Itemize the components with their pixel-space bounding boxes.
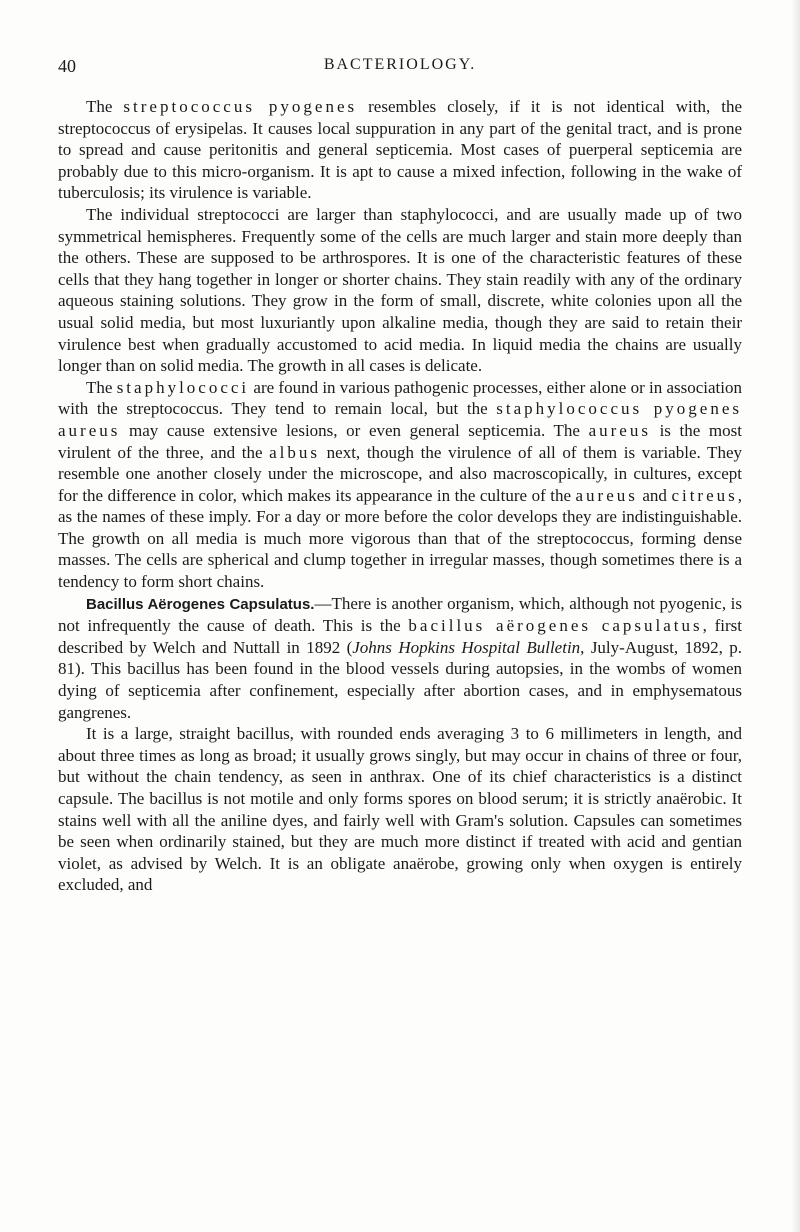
text-run: , first described by Welch and Nuttall in 1892 ( xyxy=(58,616,742,657)
text-run: resembles closely, if it is not identical with, the streptococcus of erysipelas. It causes local suppuration in any part of the genital tract, and is prone to spread and cause peritonitis and general septicemia. Most cases of puerperal septicemia are probably due to this micro-organism. It is apt to cause a mixed infection, following in the wake of tuberculosis; its virulence is variable. xyxy=(58,97,742,203)
section-heading: Bacillus Aërogenes Capsulatus. xyxy=(86,595,315,613)
page-edge-shadow xyxy=(790,0,800,1232)
species-name: aureus xyxy=(588,420,651,440)
text-run: and xyxy=(637,485,672,505)
page-number: 40 xyxy=(58,56,76,76)
paragraph-bacillus-description: It is a large, straight bacillus, with rounded ends averaging 3 to 6 millimeters in length, and about three times as long as broad; it usually grows singly, but may occur in chains of three or four, but without the chain tendency, as seen in anthrax. One of its chief characteristics is a distinct capsule. The bacillus is not motile and only forms spores on blood serum; it is strictly anaërobic. It stains well with all the aniline dyes, and fairly well with Gram's solution. Capsules can sometimes be seen when ordinarily stained, but they are much more distinct if treated with acid and gentian violet, as advised by Welch. It is an obligate anaërobe, growing only when oxygen is entirely excluded, and xyxy=(58,724,742,895)
body-text xyxy=(58,96,742,896)
text-run: The xyxy=(86,97,124,116)
species-name: aureus xyxy=(575,485,638,505)
text-run: , as the names of these imply. For a day or more before the color develops they are indistinguishable. The growth on all media is much more vigorous than that of the streptococcus, forming dense masses. The cells are spherical and clump together in irregular masses, though sometimes there is a tendency to form short chains. xyxy=(58,485,743,592)
text-run: , July-August, 1892, p. 81). This bacillus has been found in the blood vessels during autopsies, in the wombs of women dying of septicemia after confinement, especially after abortion cases, and in emphysematous gangrenes. xyxy=(58,637,742,722)
species-name: bacillus aërogenes capsulatus xyxy=(408,616,703,636)
paragraph-bacillus-aerogenes xyxy=(58,593,742,724)
species-name: streptococcus pyogenes xyxy=(123,97,358,116)
species-name: albus xyxy=(269,442,321,462)
journal-title: Johns Hopkins Hospital Bulletin xyxy=(352,637,581,657)
text-run: is the most virulent of the three, and the xyxy=(58,420,742,462)
species-name: citreus xyxy=(671,485,738,505)
text-run: next, though the virulence of all of them is variable. They resemble one another closely under the microscope, and also macroscopically, in cultures, except for the difference in color, which makes its appearance in the culture of the xyxy=(58,442,742,505)
paragraph-staphylococci xyxy=(58,377,742,593)
paragraph-streptococci-description: The individual streptococci are larger than staphylococci, and are usually made up of two symmetrical hemispheres. Frequently some of the cells are much larger and stain more deeply than the others. These are supposed to be arthrospores. It is one of the characteristic features of these cells that they hang together in longer or shorter chains. They stain readily with any of the ordinary aqueous staining solutions. They grow in the form of small, discrete, white colonies upon all the usual solid media, but most luxuriantly upon alkaline media, though they are said to retain their virulence best when gradually accustomed to acid media. In liquid media the chains are usually longer than on solid media. The growth in all cases is delicate. xyxy=(58,204,742,376)
text-run: are found in various pathogenic processes, either alone or in association with the streptococcus. They tend to remain local, but the xyxy=(58,377,742,419)
page-header xyxy=(58,56,742,80)
running-title: BACTERIOLOGY. xyxy=(323,56,477,73)
species-name: staphylococci xyxy=(116,377,250,397)
paragraph-streptococcus xyxy=(58,96,742,204)
text-run: —There is another organism, which, although not pyogenic, is not infrequently the cause of death. This is the xyxy=(58,593,742,636)
text-run: The xyxy=(86,377,117,397)
species-name: staphylococcus pyogenes aureus xyxy=(58,399,742,440)
text-run: may cause extensive lesions, or even general septicemia. The xyxy=(120,420,589,440)
